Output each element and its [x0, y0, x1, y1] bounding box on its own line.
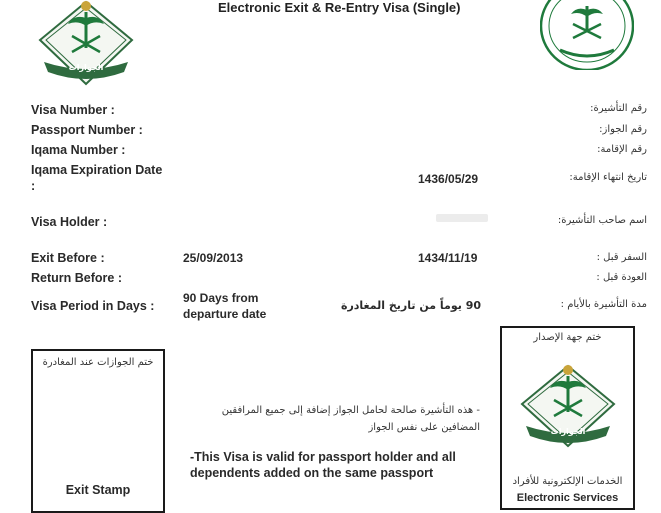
visa-period-value-ar: 90 يوماً من تاريخ المغادرة: [340, 299, 481, 312]
document-title: Electronic Exit & Re-Entry Visa (Single): [218, 0, 461, 15]
exit-before-label: Exit Before :: [31, 251, 105, 265]
visa-holder-label-ar: اسم صاحب التأشيرة:: [557, 215, 647, 226]
emblem-banner-text: الجوازات: [68, 63, 104, 72]
return-before-label-ar: العودة قبل :: [596, 272, 647, 283]
redacted-name: [436, 214, 488, 222]
iqama-number-label-ar: رقم الإقامة:: [597, 144, 647, 155]
visa-holder-label: Visa Holder :: [31, 215, 108, 229]
visa-period-value-line1: 90 Days from: [183, 291, 259, 305]
passport-number-label: Passport Number :: [31, 123, 143, 137]
iqama-expiration-label: Iqama Expiration Date: [31, 163, 163, 177]
issuer-footer-ar: الخدمات الإلكترونية للأفراد: [512, 476, 623, 487]
validity-note-en-line2: dependents added on the same passport: [190, 466, 434, 480]
ministry-emblem-right: [540, 0, 634, 70]
validity-note-ar-line2: المضافين على نفس الجواز: [368, 422, 480, 433]
exit-stamp-label: Exit Stamp: [65, 483, 131, 497]
visa-period-label: Visa Period in Days :: [31, 299, 155, 313]
exit-stamp-title: ختم الجوازات عند المغادرة: [42, 357, 154, 368]
iqama-expiration-label-ar: تاريخ انتهاء الإقامة:: [569, 172, 647, 183]
passport-number-label-ar: رقم الجواز:: [599, 124, 647, 135]
issuer-emblem: [518, 364, 618, 450]
validity-note-en-line1: -This Visa is valid for passport holder and all: [190, 450, 456, 464]
issuer-emblem-banner: الجوازات: [550, 427, 586, 436]
round-emblem-icon: [540, 0, 634, 70]
exit-before-hijri: 1434/11/19: [418, 251, 478, 265]
visa-number-label: Visa Number :: [31, 103, 115, 117]
passports-emblem-left: [36, 0, 136, 88]
iqama-expiration-value: 1436/05/29: [418, 172, 479, 186]
issuer-stamp-box: [500, 326, 635, 510]
emblem-shield-icon: [36, 0, 136, 88]
issuer-footer-en: Electronic Services: [516, 492, 619, 504]
visa-period-value-line2: departure date: [183, 307, 267, 321]
visa-number-label-ar: رقم التأشيرة:: [590, 103, 647, 114]
exit-before-gregorian: 25/09/2013: [183, 251, 244, 265]
visa-period-label-ar: مدة التأشيرة بالأيام :: [560, 299, 647, 310]
issuer-stamp-title: ختم جهة الإصدار: [533, 332, 602, 343]
iqama-number-label: Iqama Number :: [31, 143, 126, 157]
iqama-expiration-label-colon: :: [31, 179, 36, 193]
exit-stamp-box: [31, 349, 165, 513]
exit-before-label-ar: السفر قبل :: [596, 252, 647, 263]
issuer-shield-icon: [518, 364, 618, 450]
validity-note-ar-line1: - هذه التأشيرة صالحة لحامل الجواز إضافة إلى جميع المرافقين: [221, 405, 480, 416]
return-before-label: Return Before :: [31, 271, 122, 285]
